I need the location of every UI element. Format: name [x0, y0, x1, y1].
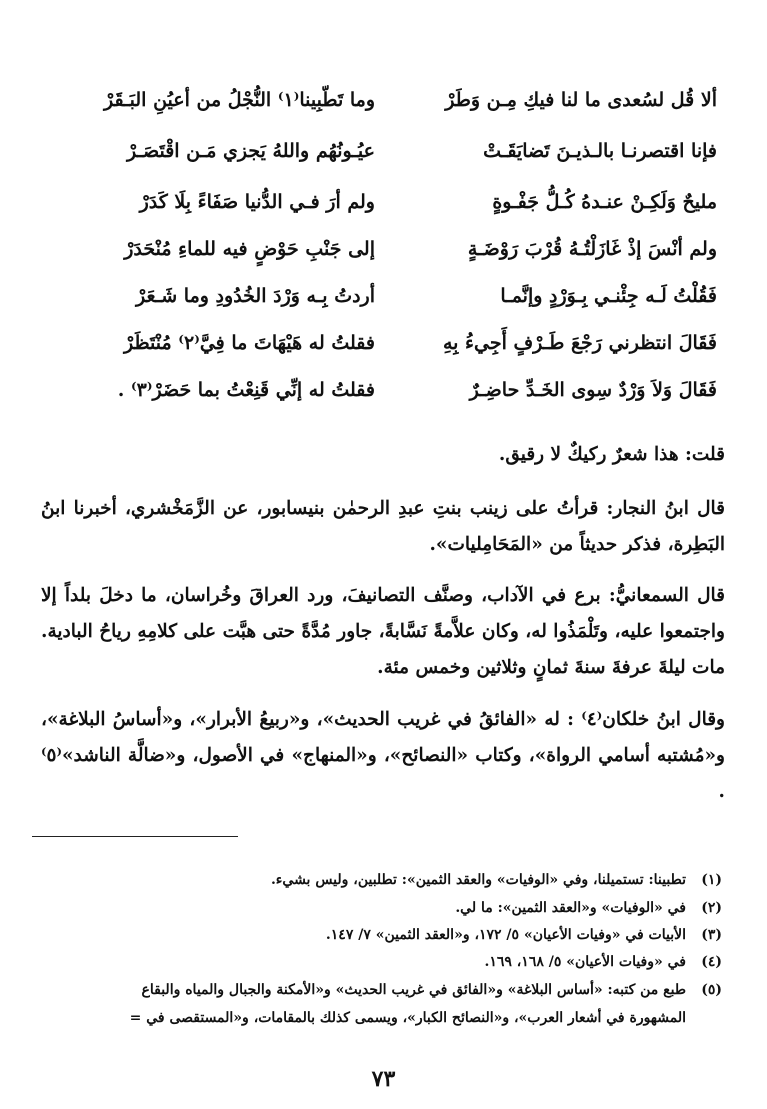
verse-second-hemistich: فقلتُ له هَيْهَاتَ ما فِيَّ⁽٢⁾ مُنْتَظَرْ: [123, 332, 375, 354]
footnote-4: [32, 948, 722, 976]
verse-first-hemistich: فَقَالَ وَلاَ وَرْدٌ سِوى الخَـدِّ حاضِـرٌ: [469, 379, 717, 401]
footnote-text: في «وفيات الأعيان» ٥/ ١٦٨، ١٦٩.: [484, 954, 686, 970]
verse-second-hemistich: ولم أرَ فـي الدُّنيا صَفَاءً بِلَا كَدَرْ: [139, 191, 375, 213]
samani-paragraph: قال السمعانيُّ: برع في الآداب، وصنَّف التصانيفَ، ورد العراقَ وخُراسان، ما دخلَ بلداً إلا واجتمعوا عليه، وتَلْمَذُوا له، وكان علاَّمةً نَسَّابةً، جاور مُدَّةً حتى هبَّت على كلامِهِ رياحُ البادية. مات ليلةَ عرفةَ سنةَ ثمانٍ وثلاثين وخمس مئة.: [41, 585, 725, 678]
poem-verse-2: [45, 131, 717, 171]
footnote-3: [32, 921, 722, 949]
verse-second-hemistich: وما تَطّبِينا⁽١⁾ النُّجْلُ من أعيُنِ البَـقَرْ: [104, 89, 375, 111]
footnote-number: (٣): [701, 927, 722, 943]
footnote-2: [32, 894, 722, 922]
poem-verse-5: [45, 276, 717, 316]
footnote-5-continuation: المشهورة في أشعار العرب»، و«النصائح الكبار»، ويسمى كذلك بالمقامات، و«المستقصى في =: [129, 1010, 686, 1026]
verse-second-hemistich: إلى جَنْبِ حَوْضٍ فيه للماءِ مُنْحَدَرْ: [124, 238, 375, 260]
footnote-text: في «الوفيات» و«العقد الثمين»: ما لي.: [455, 900, 686, 916]
verse-first-hemistich: فَقَالَ انتظرني رَجْعَ طَـرْفٍ أَجِيءُ بِهِ: [442, 332, 717, 354]
footnote-number: (٢): [701, 900, 722, 916]
verse-second-hemistich: فقلتُ له إنِّي قَنِعْتُ بما حَضَرْ⁽٣⁾ .: [117, 379, 375, 401]
poem-verse-7: [45, 370, 717, 410]
footnote-1: [32, 866, 722, 894]
comment-paragraph: قلت: هذا شعرٌ ركيكٌ لا رقيق.: [498, 444, 725, 465]
ibn-khallikan-paragraph: وقال ابنُ خلكان⁽٤⁾ : له «الفائقُ في غريب الحديث»، و«ربيعُ الأبرار»، و«أساسُ البلاغة»، و«مُشتبه أسامي الرواة»، وكتاب «النصائح»، و«المنهاج» في الأصول، و«ضالَّة الناشد»⁽٥⁾ .: [41, 709, 725, 802]
footnote-text: الأبيات في «وفيات الأعيان» ٥/ ١٧٢، و«العقد الثمين» ٧/ ١٤٧.: [325, 927, 686, 943]
footnote-text: طبع من كتبه: «أساس البلاغة» و«الفائق في غريب الحديث» و«الأمكنة والجبال والمياه والبقاع: [141, 982, 686, 998]
verse-first-hemistich: مليحٌ وَلَكِـنْ عنـدهُ كُـلُّ جَفْـوةٍ: [492, 191, 717, 213]
ibn-najjar-paragraph: قال ابنُ النجار: قرأتُ على زينب بنتِ عبدِ الرحمٰن بنيسابور، عن الزَّمَخْشري، أخبرنا ابنُ البَطِرة، فذكر حديثاً من «المَحَامِليات».: [41, 498, 725, 555]
poem-verse-6: [45, 323, 717, 363]
footnote-divider: [32, 836, 238, 837]
footnote-5: [32, 976, 722, 1004]
page-number: ٧٣: [371, 1066, 396, 1092]
verse-second-hemistich: أردتُ بِـه وَرْدَ الخُدُودِ وما شَـعَرْ: [136, 285, 375, 307]
verse-first-hemistich: ألا قُل لسُعدى ما لنا فيكِ مِـن وَطَرْ: [445, 89, 717, 111]
verse-first-hemistich: ولم أنْسَ إذْ غَازَلْتُـهُ قُرْبَ رَوْضَـةٍ: [467, 238, 717, 260]
verse-first-hemistich: فإنا اقتصرنـا بالـذيـنَ تَضايَقَـتْ: [483, 140, 717, 162]
verse-first-hemistich: فَقُلْتُ لَـه جِئْنـي بِـوَرْدٍ وإنَّمـا: [500, 285, 717, 307]
poem-verse-4: [45, 229, 717, 269]
poem-verse-3: [45, 182, 717, 222]
footnote-number: (١): [701, 872, 722, 888]
footnote-text: تطبينا: تستميلنا، وفي «الوفيات» والعقد الثمين»: تطلبين، وليس بشيء.: [270, 872, 686, 888]
footnote-number: (٤): [701, 954, 722, 970]
footnote-number: (٥): [701, 982, 722, 998]
verse-second-hemistich: عيُـونُهُم واللهُ يَجزي مَـن اقْتَصَـرْ: [126, 140, 375, 162]
poem-verse-1: [45, 80, 717, 120]
